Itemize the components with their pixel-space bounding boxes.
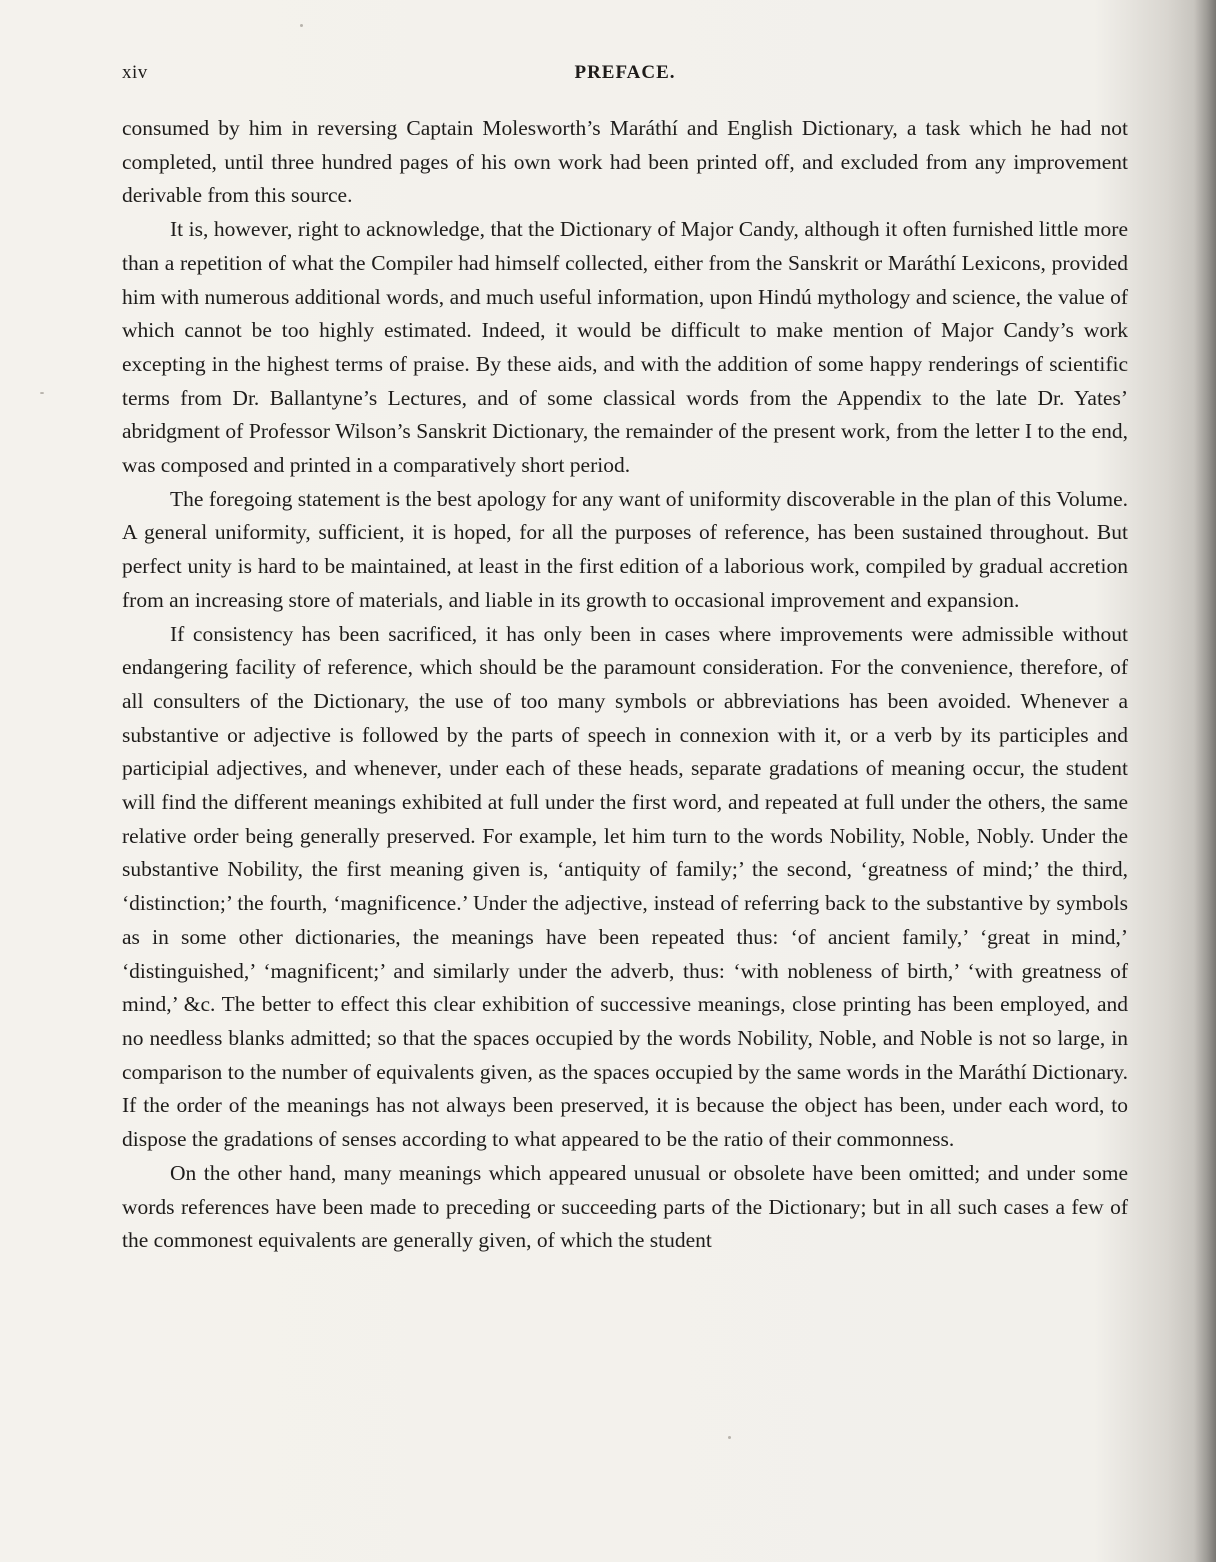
paper-speck <box>728 1436 731 1439</box>
paragraph-2: It is, however, right to acknowledge, that the Dictionary of Major Candy, although it often furnished little more than a repetition of what the Compiler had himself collected, either from the Sanskrit or Maráthí Lexicons, provided him with numerous additional words, and much useful information, upon Hindú mythology and science, the value of which cannot be too highly estimated. Indeed, it would be difficult to make mention of Major Candy’s work excepting in the highest terms of praise. By these aids, and with the addition of some happy renderings of scientific terms from Dr. Ballantyne’s Lectures, and of some classical words from the Appendix to the late Dr. Yates’ abridgment of Professor Wilson’s Sanskrit Dictionary, the remainder of the present work, from the letter I to the end, was composed and printed in a comparatively short period. <box>122 217 1128 478</box>
paragraph-1: consumed by him in reversing Captain Molesworth’s Maráthí and English Dictionary, a task which he had not completed, until three hundred pages of his own work had been printed off, and excluded from any improvement derivable from this source. <box>122 116 1128 208</box>
paragraph-4: If consistency has been sacrificed, it has only been in cases where improvements were admissible without endangering facility of reference, which should be the paramount consideration. For the convenience, therefore, of all consulters of the Dictionary, the use of too many symbols or abbreviations has been avoided. Whenever a substantive or adjective is followed by the parts of speech in connexion with it, or a verb by its participles and participial adjectives, and whenever, under each of these heads, separate gradations of meaning occur, the student will find the different meanings exhibited at full under the first word, and repeated at full under the others, the same relative order being generally preserved. For example, let him turn to the words Nobility, Noble, Nobly. Under the substantive Nobility, the first meaning given is, ‘antiquity of family;’ the second, ‘greatness of mind;’ the third, ‘distinction;’ the fourth, ‘magnificence.’ Under the adjective, instead of referring back to the substantive by symbols as in some other dictionaries, the meanings have been repeated thus: ‘of ancient family,’ ‘great in mind,’ ‘distinguished,’ ‘magnificent;’ and similarly under the adverb, thus: ‘with nobleness of birth,’ ‘with greatness of mind,’ &c. The better to effect this clear exhibition of successive meanings, close printing has been employed, and no needless blanks admitted; so that the spaces occupied by the words Nobility, Noble, and Noble is not so large, in comparison to the number of equivalents given, as the spaces occupied by the same words in the Maráthí Dictionary. If the order of the meanings has not always been preserved, it is because the object has been, under each word, to dispose the gradations of senses according to what appeared to be the ratio of their commonness. <box>122 621 1128 1152</box>
page-edge-shadow <box>1194 0 1216 1562</box>
paper-speck <box>40 392 44 394</box>
paper-speck <box>300 24 303 27</box>
paragraph-5: On the other hand, many meanings which appeared unusual or obsolete have been omitted; and under some words references have been made to preceding or succeeding parts of the Dictionary; but in all such cases a few of the commonest equivalents are generally given, of which the student <box>122 1160 1128 1253</box>
paragraph-3: The foregoing statement is the best apology for any want of uniformity discoverable in the plan of this Volume. A general uniformity, sufficient, it is hoped, for all the purposes of reference, has been sustained throughout. But perfect unity is hard to be maintained, at least in the first edition of a laborious work, compiled by gradual accretion from an increasing store of materials, and liable in its growth to occasional improvement and expansion. <box>122 486 1128 612</box>
running-head <box>122 62 1128 90</box>
page-heading: PREFACE. <box>574 62 676 83</box>
page-number: xiv <box>122 62 148 83</box>
body-text <box>122 112 1128 1258</box>
